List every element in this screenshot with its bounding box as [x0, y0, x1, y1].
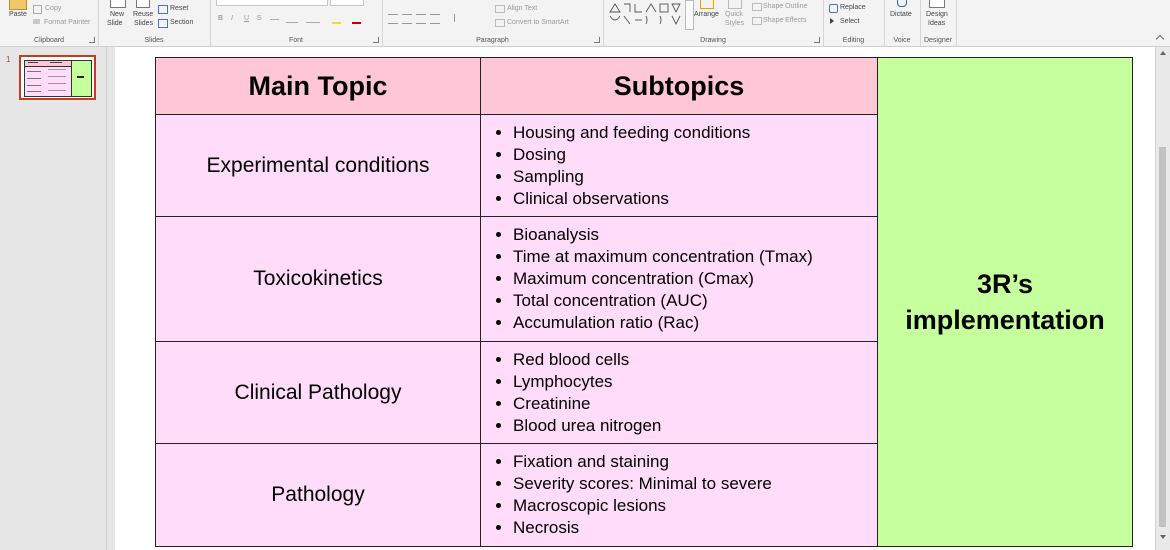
- replace-icon: [829, 4, 838, 13]
- design-ideas-button-line2[interactable]: Ideas: [928, 20, 946, 27]
- subtopic-item: • Bioanalysis: [513, 224, 877, 246]
- dictate-button[interactable]: Dictate: [890, 11, 912, 18]
- slide[interactable]: [115, 47, 1156, 550]
- topics-table[interactable]: [155, 57, 1133, 545]
- italic-button[interactable]: I: [231, 15, 233, 22]
- header-subtopics[interactable]: Subtopics: [481, 58, 878, 115]
- format-painter-button[interactable]: Format Painter: [44, 19, 91, 26]
- align-center-icon[interactable]: [402, 14, 412, 24]
- editing-label: Editing: [842, 37, 865, 44]
- collapse-ribbon-icon[interactable]: [1156, 35, 1164, 43]
- clipboard-launcher-icon[interactable]: [89, 37, 95, 43]
- subtopic-item: • Clinical observations: [513, 188, 877, 210]
- subtopic-item: • Macroscopic lesions: [513, 495, 877, 517]
- paragraph-group: [382, 0, 604, 46]
- slide-number: 1: [6, 55, 11, 64]
- reset-icon: [158, 5, 168, 14]
- bold-button[interactable]: B: [218, 15, 224, 22]
- subtopic-list: [491, 122, 877, 210]
- topic-cell[interactable]: Toxicokinetics: [156, 217, 481, 342]
- new-slide-icon[interactable]: [110, 0, 126, 8]
- section-button[interactable]: Section: [170, 19, 194, 26]
- designer-group: [920, 0, 957, 46]
- format-painter-icon: [33, 19, 40, 24]
- paragraph-launcher-icon[interactable]: [594, 37, 600, 43]
- reset-button[interactable]: Reset: [170, 5, 189, 12]
- header-main-topic[interactable]: Main Topic: [156, 58, 481, 115]
- designer-label: Designer: [923, 37, 952, 44]
- subtopic-item: • Severity scores: Minimal to severe: [513, 473, 877, 495]
- shapes-gallery-icon[interactable]: [608, 2, 684, 26]
- subtopic-list: [491, 224, 877, 334]
- subtopic-item: • Accumulation ratio (Rac): [513, 312, 877, 334]
- select-cursor-icon: [830, 18, 834, 24]
- underline-button[interactable]: U: [244, 15, 250, 22]
- subtopic-item: • Fixation and staining: [513, 451, 877, 473]
- paragraph-label: Paragraph: [476, 37, 509, 44]
- topic-cell[interactable]: Experimental conditions: [156, 115, 481, 217]
- subtopic-list: [491, 349, 877, 437]
- select-button[interactable]: Select: [840, 18, 860, 25]
- scroll-up-icon[interactable]: [1160, 51, 1166, 55]
- reuse-slides-button[interactable]: Reuse: [133, 11, 154, 18]
- quick-styles-icon: [728, 0, 742, 9]
- align-text-button[interactable]: Align Text: [507, 5, 538, 12]
- copy-button[interactable]: Copy: [45, 5, 62, 12]
- subtopic-item: • Sampling: [513, 166, 877, 188]
- shape-outline-button[interactable]: Shape Outline: [763, 3, 808, 10]
- text-direction-icon[interactable]: [454, 14, 463, 22]
- font-size-box[interactable]: [330, 0, 364, 6]
- strikethrough-icon[interactable]: [270, 19, 279, 20]
- subtopic-list: [491, 451, 877, 539]
- character-spacing-icon[interactable]: [286, 16, 298, 23]
- slides-label: Slides: [144, 37, 164, 44]
- subtopics-cell[interactable]: [481, 342, 878, 444]
- three-rs-cell[interactable]: [878, 58, 1133, 547]
- scroll-down-icon[interactable]: [1160, 535, 1166, 539]
- clipboard-label: Clipboard: [34, 37, 64, 44]
- arrange-button[interactable]: Arrange: [694, 11, 719, 18]
- microphone-icon: [897, 0, 907, 7]
- reuse-slides-icon[interactable]: [136, 0, 150, 8]
- font-group: [210, 0, 383, 46]
- subtopics-cell[interactable]: [481, 115, 878, 217]
- paste-button[interactable]: Paste: [9, 11, 27, 18]
- quick-styles-button[interactable]: Quick: [725, 11, 743, 18]
- section-icon: [158, 19, 168, 28]
- paste-icon[interactable]: [9, 0, 27, 10]
- copy-icon: [33, 5, 42, 14]
- reuse-slides-button-line2[interactable]: Slides: [134, 20, 154, 27]
- subtopics-cell[interactable]: [481, 217, 878, 342]
- ribbon: [0, 0, 1170, 47]
- three-rs-title: 3R’s: [976, 269, 1034, 299]
- replace-button[interactable]: Replace: [840, 4, 866, 11]
- new-slide-button[interactable]: New: [110, 11, 125, 18]
- drawing-launcher-icon[interactable]: [814, 37, 820, 43]
- voice-group: [884, 0, 921, 46]
- subtopic-item: • Housing and feeding conditions: [513, 122, 877, 144]
- convert-smartart-button[interactable]: Convert to SmartArt: [507, 19, 569, 26]
- topic-cell[interactable]: Pathology: [156, 444, 481, 547]
- subtopic-item: • Creatinine: [513, 393, 877, 415]
- subtopic-item: • Maximum concentration (Cmax): [513, 268, 877, 290]
- arrange-icon: [700, 0, 714, 9]
- font-launcher-icon[interactable]: [373, 37, 379, 43]
- subtopic-item: • Dosing: [513, 144, 877, 166]
- slide-thumbnail[interactable]: [19, 55, 96, 100]
- shape-outline-icon: [752, 3, 762, 11]
- subtopic-item: • Red blood cells: [513, 349, 877, 371]
- align-text-icon: [495, 5, 505, 13]
- justify-icon[interactable]: [430, 14, 440, 24]
- shadow-button[interactable]: S: [257, 15, 262, 22]
- subtopic-item: • Blood urea nitrogen: [513, 415, 877, 437]
- shape-effects-button[interactable]: Shape Effects: [763, 17, 807, 24]
- subtopic-item: • Necrosis: [513, 517, 877, 539]
- three-rs-subtitle: implementation: [905, 305, 1105, 335]
- align-right-icon[interactable]: [416, 14, 426, 24]
- subtopic-item: • Lymphocytes: [513, 371, 877, 393]
- change-case-icon[interactable]: [306, 16, 320, 23]
- slide-thumbnail-pane: [0, 47, 107, 550]
- font-name-box[interactable]: [216, 0, 328, 6]
- thumbnail-preview: [24, 60, 90, 95]
- voice-label: Voice: [893, 37, 911, 44]
- shapes-gallery-scroll[interactable]: [685, 0, 694, 30]
- topic-cell[interactable]: Clinical Pathology: [156, 342, 481, 444]
- smartart-icon: [495, 19, 505, 27]
- clipboard-group: [0, 0, 99, 46]
- subtopic-item: • Time at maximum concentration (Tmax): [513, 246, 877, 268]
- highlight-icon[interactable]: [332, 14, 341, 24]
- design-ideas-button[interactable]: Design: [926, 11, 948, 18]
- quick-styles-button-line2[interactable]: Styles: [725, 20, 745, 27]
- editing-group: [823, 0, 885, 46]
- slides-group: [98, 0, 211, 46]
- scroll-thumb[interactable]: [1159, 147, 1166, 527]
- design-ideas-icon: [929, 0, 945, 8]
- drawing-group: [603, 0, 824, 46]
- subtopics-cell[interactable]: [481, 444, 878, 547]
- font-color-icon[interactable]: [352, 14, 361, 24]
- vertical-scrollbar[interactable]: [1155, 47, 1170, 550]
- align-left-icon[interactable]: [388, 14, 398, 24]
- subtopic-item: • Total concentration (AUC): [513, 290, 877, 312]
- font-label: Font: [288, 37, 303, 44]
- slide-editing-area: [107, 47, 1156, 550]
- new-slide-button-line2[interactable]: Slide: [107, 20, 123, 27]
- drawing-label: Drawing: [700, 37, 726, 44]
- shape-effects-icon: [752, 17, 762, 25]
